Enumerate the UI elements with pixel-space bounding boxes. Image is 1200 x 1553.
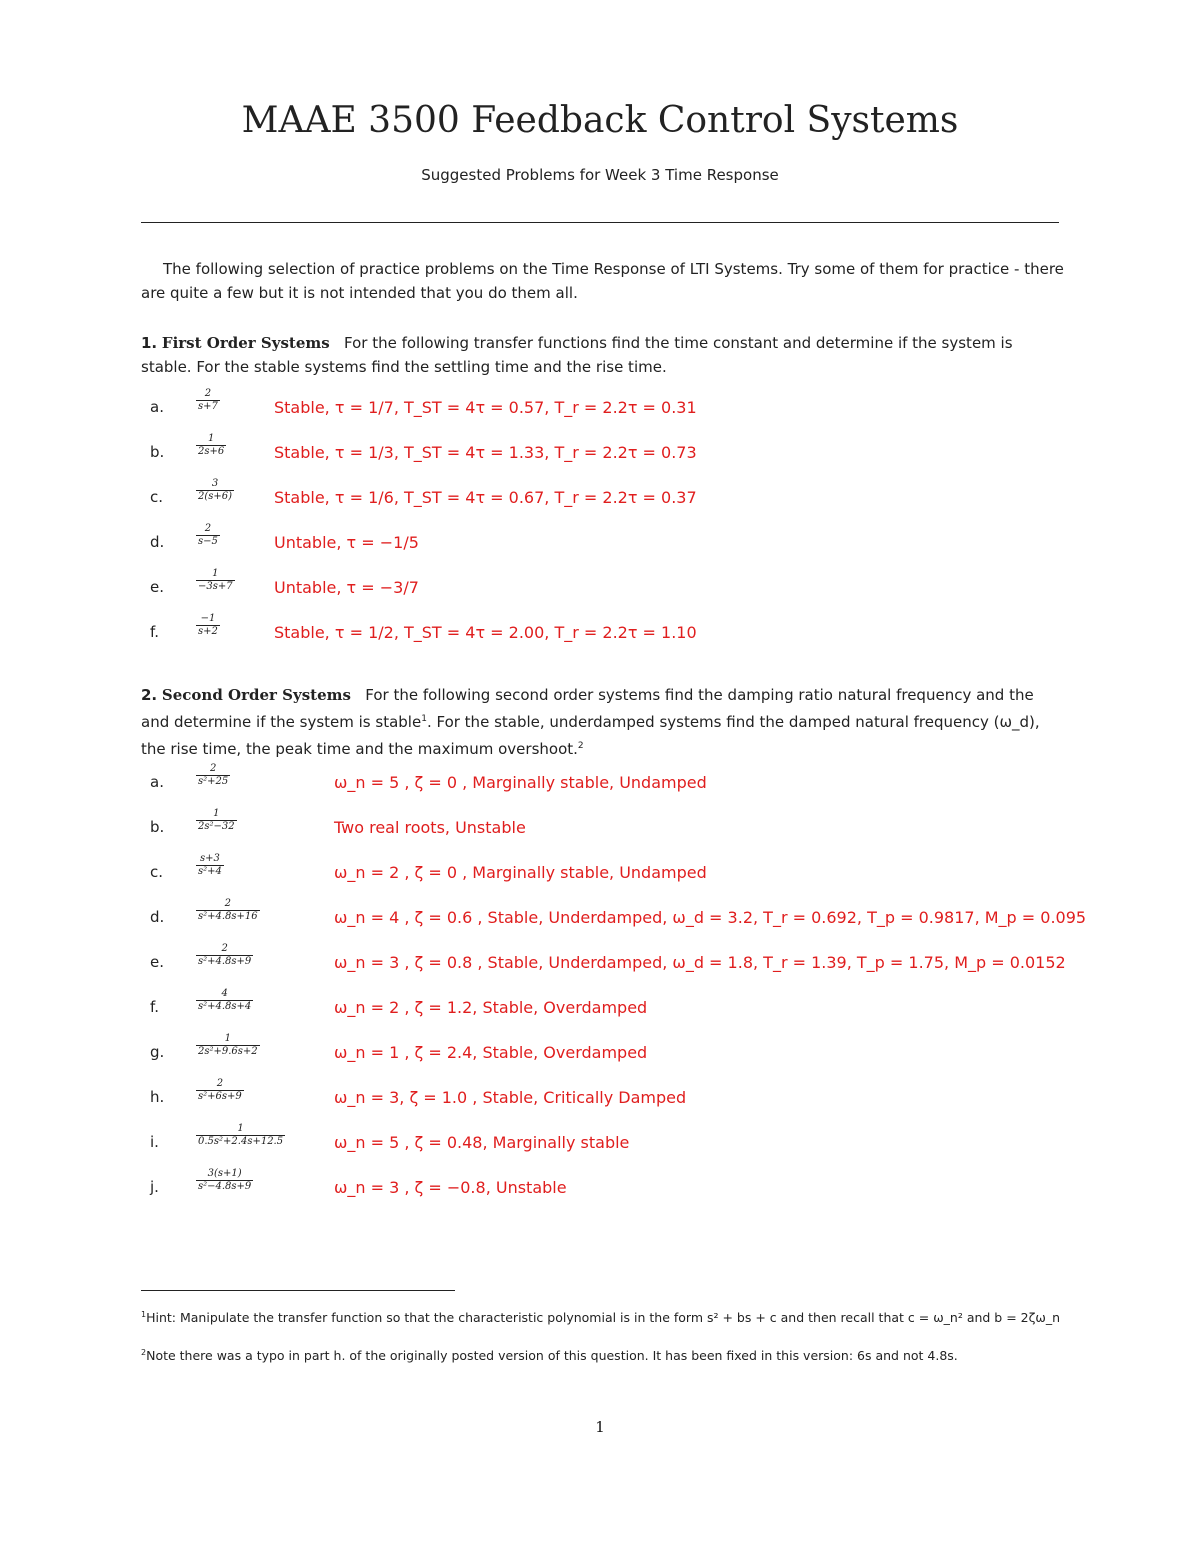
section2-number: 2. (141, 686, 158, 704)
answer-text: ω_n = 5 , ζ = 0 , Marginally stable, Undamped (334, 773, 707, 792)
transfer-function (196, 898, 260, 923)
problem-label: d. (150, 533, 165, 551)
transfer-function (196, 853, 224, 878)
tf-denominator: 2(s+6) (198, 491, 233, 502)
transfer-function (196, 523, 220, 548)
tf-denominator: s²+4.8s+9 (198, 956, 252, 967)
problem-label: f. (150, 623, 159, 641)
footnote-2-text: Note there was a typo in part h. of the originally posted version of this question. It has been fixed in this version: 6s and not 4.8s. (146, 1348, 958, 1364)
answer-text: ω_n = 3 , ζ = −0.8, Unstable (334, 1178, 567, 1197)
tf-denominator: s²+25 (198, 776, 229, 787)
tf-denominator: 2s+6 (198, 446, 225, 457)
transfer-function (196, 763, 230, 788)
problem-label: d. (150, 908, 165, 926)
answer-text: Stable, τ = 1/3, T_ST = 4τ = 1.33, T_r = 2.2τ = 0.73 (274, 443, 697, 462)
answer-text: ω_n = 2 , ζ = 0 , Marginally stable, Undamped (334, 863, 707, 882)
answer-text: Two real roots, Unstable (334, 818, 526, 837)
tf-denominator: s+2 (198, 626, 218, 637)
problem-label: b. (150, 818, 165, 836)
tf-denominator: 2s²+9.6s+2 (198, 1046, 258, 1057)
tf-numerator: 1 (212, 568, 219, 579)
problem-label: g. (150, 1043, 165, 1061)
tf-denominator: s+7 (198, 401, 218, 412)
answer-text: Stable, τ = 1/6, T_ST = 4τ = 0.67, T_r = 2.2τ = 0.37 (274, 488, 697, 507)
problem-label: b. (150, 443, 165, 461)
tf-denominator: 2s²−32 (198, 821, 235, 832)
transfer-function (196, 1078, 244, 1103)
footnote-1 (141, 1306, 1061, 1327)
transfer-function (196, 808, 237, 833)
transfer-function (196, 433, 226, 458)
footnote-2-mark: 2 (141, 1348, 147, 1357)
tf-denominator: s²+6s+9 (198, 1091, 242, 1102)
tf-denominator: s²+4 (198, 866, 222, 877)
problem-label: i. (150, 1133, 159, 1151)
answer-text: Untable, τ = −1/5 (274, 533, 419, 552)
footnote-ref-1[interactable]: 1 (421, 714, 427, 724)
problem-label: a. (150, 398, 164, 416)
problem-label: c. (150, 863, 164, 881)
section2-paragraph (141, 683, 1065, 761)
section1-number: 1. (141, 334, 158, 352)
intro-paragraph: The following selection of practice problems on the Time Response of LTI Systems. Try some of them for practice - there are quite a few but it is not intended that you do them all. (141, 260, 1064, 302)
problem-label: c. (150, 488, 164, 506)
transfer-function (196, 568, 235, 593)
tf-denominator: s²+4.8s+4 (198, 1001, 252, 1012)
tf-numerator: 2 (221, 943, 228, 954)
problem-label: f. (150, 998, 159, 1016)
tf-numerator: 1 (224, 1033, 232, 1044)
footnote-2 (141, 1344, 1061, 1365)
transfer-function (196, 1168, 253, 1193)
answer-text: ω_n = 3, ζ = 1.0 , Stable, Critically Damped (334, 1088, 687, 1107)
tf-numerator: s+3 (200, 853, 220, 864)
tf-numerator: 2 (224, 898, 232, 909)
transfer-function (196, 1123, 285, 1148)
section1-paragraph (141, 331, 1065, 379)
problem-label: a. (150, 773, 164, 791)
tf-denominator: s²−4.8s+9 (198, 1181, 252, 1192)
tf-denominator: s−5 (198, 536, 218, 547)
tf-denominator: 0.5s²+2.4s+12.5 (198, 1136, 284, 1147)
answer-text: ω_n = 3 , ζ = 0.8 , Stable, Underdamped, ω_d = 1.8, T_r = 1.39, T_p = 1.75, M_p = 0.0152 (334, 953, 1066, 972)
answer-text: ω_n = 1 , ζ = 2.4, Stable, Overdamped (334, 1043, 648, 1062)
problem-label: j. (150, 1178, 159, 1196)
section2-text-b: . For the stable, underdamped systems find the damped natural frequency (ω_d), the rise time, the peak time and the maximum overshoot. (141, 713, 1040, 758)
tf-numerator: 2 (204, 523, 212, 534)
tf-numerator: 2 (216, 1078, 224, 1089)
page-number: 1 (595, 1418, 605, 1436)
footnote-divider (141, 1290, 455, 1291)
tf-denominator: −3s+7 (198, 581, 233, 592)
transfer-function (196, 613, 220, 638)
transfer-function (196, 943, 253, 968)
transfer-function (196, 478, 234, 503)
tf-numerator: 1 (237, 1123, 244, 1134)
answer-text: ω_n = 4 , ζ = 0.6 , Stable, Underdamped, ω_d = 3.2, T_r = 0.692, T_p = 0.9817, M_p = 0.095 (334, 908, 1087, 927)
answer-text: Untable, τ = −3/7 (274, 578, 419, 597)
tf-numerator: 1 (207, 433, 215, 444)
tf-numerator: 3 (211, 478, 219, 489)
footnote-1-mark: 1 (141, 1310, 147, 1319)
tf-numerator: 4 (221, 988, 228, 999)
tf-numerator: 2 (204, 388, 212, 399)
problem-label: h. (150, 1088, 165, 1106)
tf-denominator: s²+4.8s+16 (198, 911, 258, 922)
tf-numerator: 3(s+1) (207, 1168, 242, 1179)
footnote-ref-2[interactable]: 2 (577, 741, 584, 751)
section1-text: For the following transfer functions find the time constant and determine if the system is stable. For the stable systems find the settling time and the rise time. (141, 334, 1013, 376)
problem-label: e. (150, 953, 164, 971)
answer-text: ω_n = 5 , ζ = 0.48, Marginally stable (334, 1133, 630, 1152)
section2-heading: Second Order Systems (161, 686, 351, 704)
answer-text: Stable, τ = 1/2, T_ST = 4τ = 2.00, T_r = 2.2τ = 1.10 (274, 623, 697, 642)
answer-text: Stable, τ = 1/7, T_ST = 4τ = 0.57, T_r = 2.2τ = 0.31 (274, 398, 697, 417)
page-title: MAAE 3500 Feedback Control Systems (241, 100, 959, 141)
footnote-1-text: Hint: Manipulate the transfer function so that the characteristic polynomial is in the form s² + bs + c and then recall that c = ω_n² and b = 2ζω_n (146, 1310, 1061, 1326)
tf-numerator: 2 (209, 763, 217, 774)
transfer-function (196, 388, 220, 413)
tf-numerator: 1 (213, 808, 220, 819)
transfer-function (196, 988, 253, 1013)
problem-label: e. (150, 578, 164, 596)
transfer-function (196, 1033, 260, 1058)
tf-numerator: −1 (200, 613, 216, 624)
section1-heading: First Order Systems (161, 334, 330, 352)
section2-text-a: For the following second order systems find the damping ratio natural frequency and the and determine if the system is stable (141, 686, 1034, 731)
page-subtitle: Suggested Problems for Week 3 Time Response (421, 166, 779, 184)
answer-text: ω_n = 2 , ζ = 1.2, Stable, Overdamped (334, 998, 648, 1017)
header-divider (141, 222, 1059, 223)
